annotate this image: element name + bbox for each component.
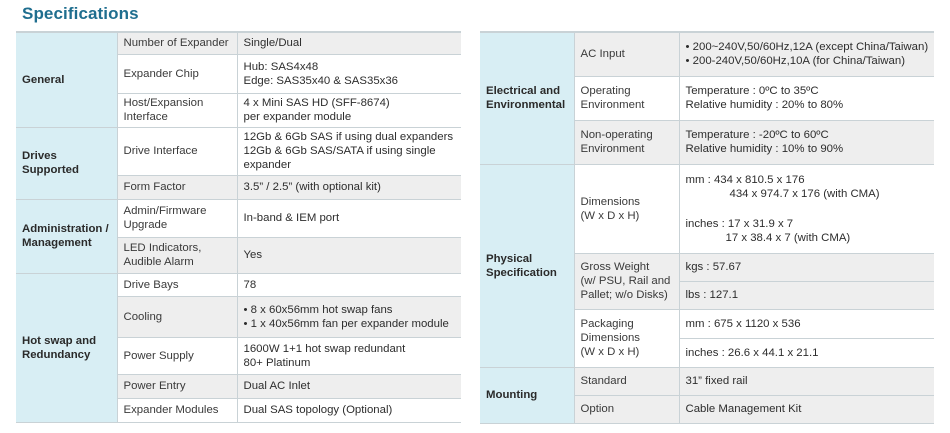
spec-label: Drive Bays (117, 273, 237, 296)
spec-label: Expander Chip (117, 54, 237, 93)
spec-value: 78 (237, 273, 461, 296)
spec-value: mm : 434 x 810.5 x 176 434 x 974.7 x 176 (with CMA) (685, 173, 880, 200)
spec-value: 4 x Mini SAS HD (SFF-8674) per expander module (237, 93, 461, 127)
spec-value: Dual SAS topology (Optional) (237, 398, 461, 422)
spec-label: Form Factor (117, 175, 237, 199)
spec-value: Single/Dual (237, 32, 461, 54)
spec-label: Expander Modules (117, 398, 237, 422)
spec-value: In-band & IEM port (237, 199, 461, 237)
table-row (16, 32, 461, 54)
spec-label: Packaging Dimensions (W x D x H) (574, 309, 679, 367)
table-row (480, 32, 934, 76)
table-row (480, 164, 934, 209)
table-row (16, 127, 461, 175)
spec-label: Number of Expander (117, 32, 237, 54)
spec-value: Dual AC Inlet (237, 374, 461, 398)
spec-value: Temperature : -20ºC to 60ºC Relative humidity : 10% to 90% (679, 120, 934, 164)
spec-value: • 8 x 60x56mm hot swap fans • 1 x 40x56mm fan per expander module (237, 296, 461, 337)
spec-label: Cooling (117, 296, 237, 337)
category-electrical: Electrical and Environmental (480, 32, 574, 164)
spec-label: Power Supply (117, 337, 237, 374)
spec-value: inches : 26.6 x 44.1 x 21.1 (679, 338, 934, 367)
spec-table-left (16, 31, 461, 423)
spec-label: Power Entry (117, 374, 237, 398)
spec-label: Admin/Firmware Upgrade (117, 199, 237, 237)
spec-label: Standard (574, 367, 679, 395)
spec-label: AC Input (574, 32, 679, 76)
table-row (480, 367, 934, 395)
spec-value: Yes (237, 237, 461, 273)
spec-label: Operating Environment (574, 76, 679, 120)
spec-value: 31” fixed rail (679, 367, 934, 395)
category-administration: Administration / Management (16, 199, 117, 273)
category-hot-swap: Hot swap and Redundancy (16, 273, 117, 422)
spec-value: Cable Management Kit (679, 395, 934, 423)
spec-label: Option (574, 395, 679, 423)
spec-label: LED Indicators, Audible Alarm (117, 237, 237, 273)
page-title: Specifications (22, 4, 139, 23)
category-drives-supported: Drives Supported (16, 127, 117, 199)
spec-value: Hub: SAS4x48 Edge: SAS35x40 & SAS35x36 (237, 54, 461, 93)
spec-value: kgs : 57.67 (679, 253, 934, 281)
spec-value: 3.5” / 2.5” (with optional kit) (237, 175, 461, 199)
spec-label: Drive Interface (117, 127, 237, 175)
spec-value: inches : 17 x 31.9 x 7 17 x 38.4 x 7 (with CMA) (679, 209, 934, 253)
spec-value: • 200~240V,50/60Hz,12A (except China/Taiwan) • 200-240V,50/60Hz,10A (for China/Taiwan) (679, 32, 934, 76)
category-physical: Physical Specification (480, 164, 574, 367)
spec-table-right (480, 31, 934, 424)
spec-label: Gross Weight (w/ PSU, Rail and Pallet; w/o Disks) (574, 253, 679, 309)
spec-label: Non-operating Environment (574, 120, 679, 164)
spec-value: 1600W 1+1 hot swap redundant 80+ Platinum (237, 337, 461, 374)
spec-value: mm : 675 x 1120 x 536 (679, 309, 934, 338)
spec-value: lbs : 127.1 (679, 281, 934, 309)
spec-value: Temperature : 0ºC to 35ºC Relative humidity : 20% to 80% (679, 76, 934, 120)
category-general: General (16, 32, 117, 127)
table-row (16, 273, 461, 296)
spec-value: 12Gb & 6Gb SAS if using dual expanders 12Gb & 6Gb SAS/SATA if using single expander (237, 127, 461, 175)
spec-label: Dimensions (W x D x H) (574, 164, 679, 253)
spec-label: Host/Expansion Interface (117, 93, 237, 127)
category-mounting: Mounting (480, 367, 574, 423)
table-row (16, 199, 461, 237)
